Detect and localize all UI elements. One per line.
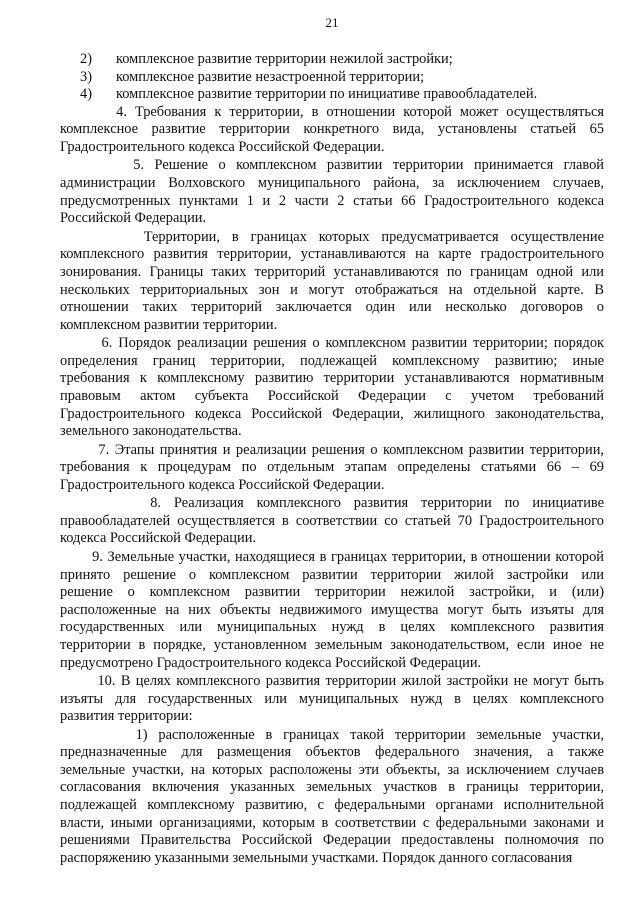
list-item xyxy=(60,69,604,87)
list-block xyxy=(60,51,604,104)
paragraph-line: подлежащей комплексному развитию, с федеральными органами исполнительной xyxy=(60,797,604,814)
paragraph xyxy=(60,229,604,335)
paragraph-spacer xyxy=(60,867,604,868)
list-item-text: комплексное развитие территории нежилой застройки; xyxy=(116,51,453,67)
paragraph-line: требования к комплексному развитию территории устанавливаются нормативным xyxy=(60,370,604,387)
paragraph-line: земельного законодательства. xyxy=(60,423,242,440)
paragraph-line: власти, иными организациями, которым в соответствии с федеральными законами и xyxy=(60,814,604,831)
paragraph-line: решение о комплексном развитии территории нежилой застройки, и (или) xyxy=(60,584,604,601)
paragraph-line: предусмотрено Градостроительного кодекса Российской Федерации. xyxy=(60,654,482,671)
paragraph-line: согласования включения указанных земельных участков в границы территории, xyxy=(60,779,604,796)
paragraph-line: определения границ территории, подлежащей комплексному развитию; иные xyxy=(60,352,604,369)
paragraph xyxy=(60,104,604,157)
paragraph-line: принято решение о комплексном развитии территории жилой застройки или xyxy=(60,566,604,583)
paragraph-line: земельные участки, на которых расположены эти объекты, за исключением случаев xyxy=(60,761,604,778)
paragraph xyxy=(60,157,604,227)
paragraph-line: комплексном развитии территории. xyxy=(60,316,278,333)
paragraph-line: расположенные на них объекты недвижимого имущества могут быть изъяты для xyxy=(60,601,604,618)
paragraph-line: 9. Земельные участки, находящиеся в границах территории, в отношении которой xyxy=(60,548,604,565)
paragraph-line: требования к процедурам по отдельным этапам определены статьями 66 – 69 xyxy=(60,459,604,476)
paragraph-line: 8. Реализация комплексного развития территории по инициативе xyxy=(60,495,604,512)
paragraph-line: Градостроительного кодекса Российской Федерации. xyxy=(60,138,385,155)
paragraph-line: 1) расположенные в границах такой территории земельные участки, xyxy=(60,726,604,743)
paragraph-line: 4. Требования к территории, в отношении которой может осуществляться xyxy=(60,103,604,120)
paragraph-line: Российской Федерации. xyxy=(60,210,207,227)
paragraph-line: решениями Правительства Российской Федерации предоставлены полномочия по xyxy=(60,832,604,849)
list-item-number: 3) xyxy=(80,68,92,85)
paragraph xyxy=(60,549,604,672)
paragraph-line: распоряжению указанными земельными участками. Порядок данного согласования xyxy=(60,849,573,866)
paragraph xyxy=(60,442,604,495)
paragraph-line: комплексное развитие территории конкретного вида, установлены статьей 65 xyxy=(60,121,604,138)
paragraph-line: государственных или муниципальных нужд в целях комплексного развития xyxy=(60,619,604,636)
paragraph-line: 5. Решение о комплексном развитии территории принимается главой xyxy=(60,157,604,174)
paragraph xyxy=(60,495,604,548)
paragraph xyxy=(60,335,604,441)
paragraph-line: изъяты для государственных или муниципальных нужд в целях комплексного xyxy=(60,690,604,707)
list-item-text: комплексное развитие территории по инициативе правообладателей. xyxy=(116,86,538,103)
page-number: 21 xyxy=(325,15,339,30)
paragraph-line: 6. Порядок реализации решения о комплексном развитии территории; порядок xyxy=(60,335,604,352)
paragraph-line: Градостроительного кодекса Российской Федерации, жилищного законодательства, xyxy=(60,405,604,422)
paragraph-line: развития территории: xyxy=(60,708,193,725)
paragraph-line: зонирования. Границы таких территорий устанавливаются по границам одной или xyxy=(60,263,604,280)
paragraph-line: Территории, в границах которых предусматривается осуществление xyxy=(60,228,604,245)
paragraph xyxy=(60,727,604,868)
list-item-number: 4) xyxy=(80,86,92,103)
list-item xyxy=(60,51,604,69)
paragraph-line: 7. Этапы принятия и реализации решения о комплексном развитии территории, xyxy=(60,441,604,458)
paragraph-line: 10. В целях комплексного развития территории жилой застройки не могут быть xyxy=(60,673,604,690)
paragraph-line: отношении таких территорий заключается один или несколько договоров о xyxy=(60,299,604,316)
document-page xyxy=(60,14,604,868)
paragraph-line: комплексного развития территории, устанавливаются на карте градостроительного xyxy=(60,246,604,263)
paragraph xyxy=(60,673,604,726)
body-text xyxy=(60,104,604,869)
paragraph-line: администрации Волховского муниципального района, за исключением случаев, xyxy=(60,175,604,192)
list-item xyxy=(60,86,604,104)
list-item-text: комплексное развитие незастроенной территории; xyxy=(116,68,425,85)
paragraph-line: кодекса Российской Федерации. xyxy=(60,530,257,547)
paragraph-line: предназначенные для размещения объектов федерального значения, а также xyxy=(60,744,604,761)
paragraph-line: территории в порядке, установленном земельным законодательством, если иное не xyxy=(60,636,604,653)
paragraph-line: правообладателей осуществляется в соответствии со статьей 70 Градостроительного xyxy=(60,512,604,529)
paragraph-line: Градостроительного кодекса Российской Федерации. xyxy=(60,476,385,493)
paragraph-line: нескольких территориальных зон и могут отображаться на отдельной карте. В xyxy=(60,281,604,298)
paragraph-line: правовым актом субъекта Российской Федерации с учетом требований xyxy=(60,387,604,404)
list-item-number: 2) xyxy=(80,51,92,67)
paragraph-line: предусмотренных пунктами 1 и 2 части 2 статьи 66 Градостроительного кодекса xyxy=(60,192,604,209)
